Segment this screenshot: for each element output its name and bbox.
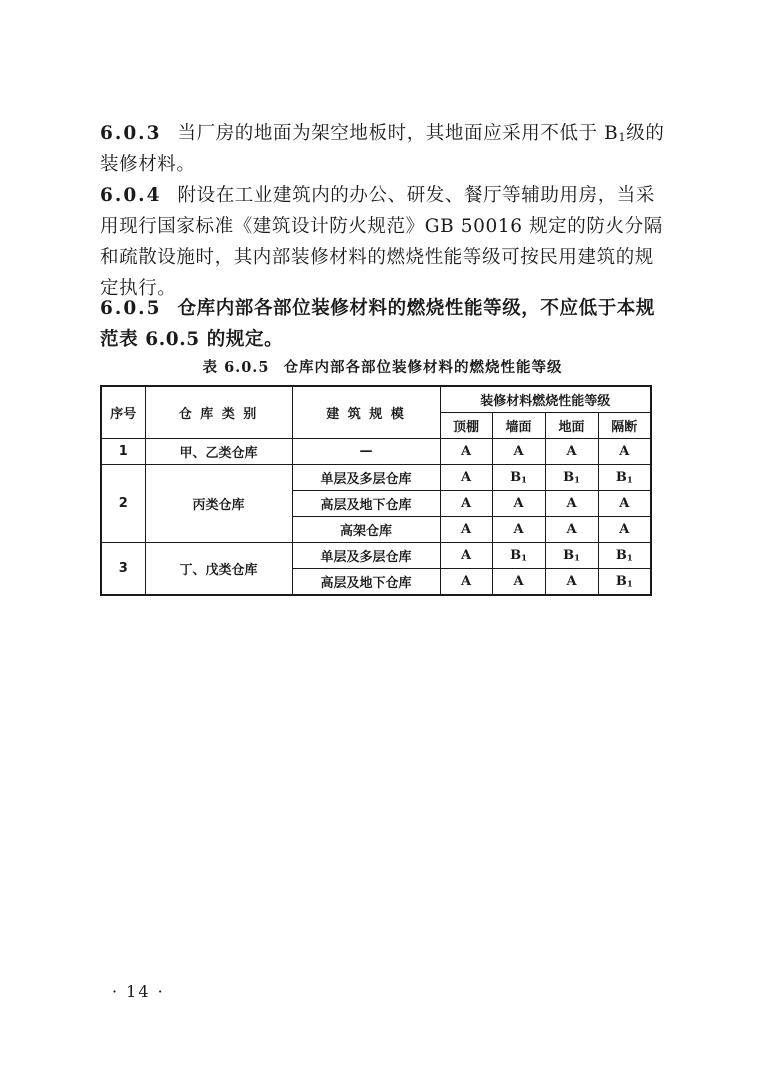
clause-6-0-3 <box>100 118 665 180</box>
table-row <box>101 439 651 465</box>
cell-scale: 单层及多层仓库 <box>292 465 440 491</box>
fire-rating-table <box>100 385 652 596</box>
cell-wall: A <box>492 569 545 596</box>
clause-text: 当厂房的地面为架空地板时，其地面应采用不低于 B <box>177 123 619 144</box>
header-wall: 墙面 <box>492 413 545 439</box>
cell-category: 丁、戊类仓库 <box>145 543 292 596</box>
header-floor: 地面 <box>545 413 598 439</box>
cell-wall: $B_1$ <box>492 543 545 569</box>
clause-6-0-5 <box>100 293 665 355</box>
clause-number: 6.0.3 <box>100 123 162 144</box>
table-body <box>101 439 651 596</box>
cell-floor: A <box>545 439 598 465</box>
cell-scale: 高层及地下仓库 <box>292 491 440 517</box>
cell-ceiling: A <box>440 491 492 517</box>
table-row <box>101 465 651 491</box>
clause-6-0-4 <box>100 180 665 304</box>
header-seq: 序号 <box>101 386 145 439</box>
clause-number: 6.0.5 <box>100 298 162 319</box>
cell-partition: A <box>598 439 651 465</box>
cell-category: 甲、乙类仓库 <box>145 439 292 465</box>
cell-partition: A <box>598 491 651 517</box>
header-partition: 隔断 <box>598 413 651 439</box>
cell-floor: A <box>545 491 598 517</box>
cell-ceiling: A <box>440 543 492 569</box>
cell-scale: — <box>292 439 440 465</box>
cell-partition: $B_1$ <box>598 569 651 596</box>
cell-partition: $B_1$ <box>598 465 651 491</box>
cell-partition: A <box>598 517 651 543</box>
cell-scale: 单层及多层仓库 <box>292 543 440 569</box>
header-ceiling: 顶棚 <box>440 413 492 439</box>
cell-wall: A <box>492 517 545 543</box>
cell-floor: $B_1$ <box>545 465 598 491</box>
cell-ceiling: A <box>440 569 492 596</box>
cell-ceiling: A <box>440 465 492 491</box>
cell-category: 丙类仓库 <box>145 465 292 543</box>
clause-text: 附设在工业建筑内的办公、研发、餐厅等辅助用房，当采用现行国家标准《建筑设计防火规范》GB 50016 规定的防火分隔和疏散设施时，其内部装修材料的燃烧性能等级可按民用建筑的规定执行。 <box>100 185 663 299</box>
clause-text: 仓库内部各部位装修材料的燃烧性能等级，不应低于本规范表 6.0.5 的规定。 <box>100 298 656 350</box>
clause-text-continued: 级的装修材料。 <box>100 123 665 175</box>
cell-scale: 高架仓库 <box>292 517 440 543</box>
cell-seq: 1 <box>101 439 145 465</box>
table-caption <box>100 356 665 377</box>
header-scale: 建 筑 规 模 <box>292 386 440 439</box>
cell-scale: 高层及地下仓库 <box>292 569 440 596</box>
cell-wall: A <box>492 439 545 465</box>
page-number: · 14 · <box>112 982 165 1001</box>
table-caption-number: 表 6.0.5 <box>202 359 270 376</box>
table-caption-title: 仓库内部各部位装修材料的燃烧性能等级 <box>283 359 563 376</box>
cell-floor: A <box>545 569 598 596</box>
cell-floor: A <box>545 517 598 543</box>
header-category: 仓 库 类 别 <box>145 386 292 439</box>
clause-number: 6.0.4 <box>100 185 162 206</box>
cell-seq: 2 <box>101 465 145 543</box>
page-number-value: 14 <box>126 982 151 1001</box>
header-grade-group: 装修材料燃烧性能等级 <box>440 386 651 413</box>
subscript: 1 <box>618 130 627 145</box>
cell-floor: $B_1$ <box>545 543 598 569</box>
cell-partition: $B_1$ <box>598 543 651 569</box>
cell-ceiling: A <box>440 517 492 543</box>
table-row <box>101 543 651 569</box>
cell-ceiling: A <box>440 439 492 465</box>
cell-seq: 3 <box>101 543 145 596</box>
cell-wall: A <box>492 491 545 517</box>
cell-wall: $B_1$ <box>492 465 545 491</box>
